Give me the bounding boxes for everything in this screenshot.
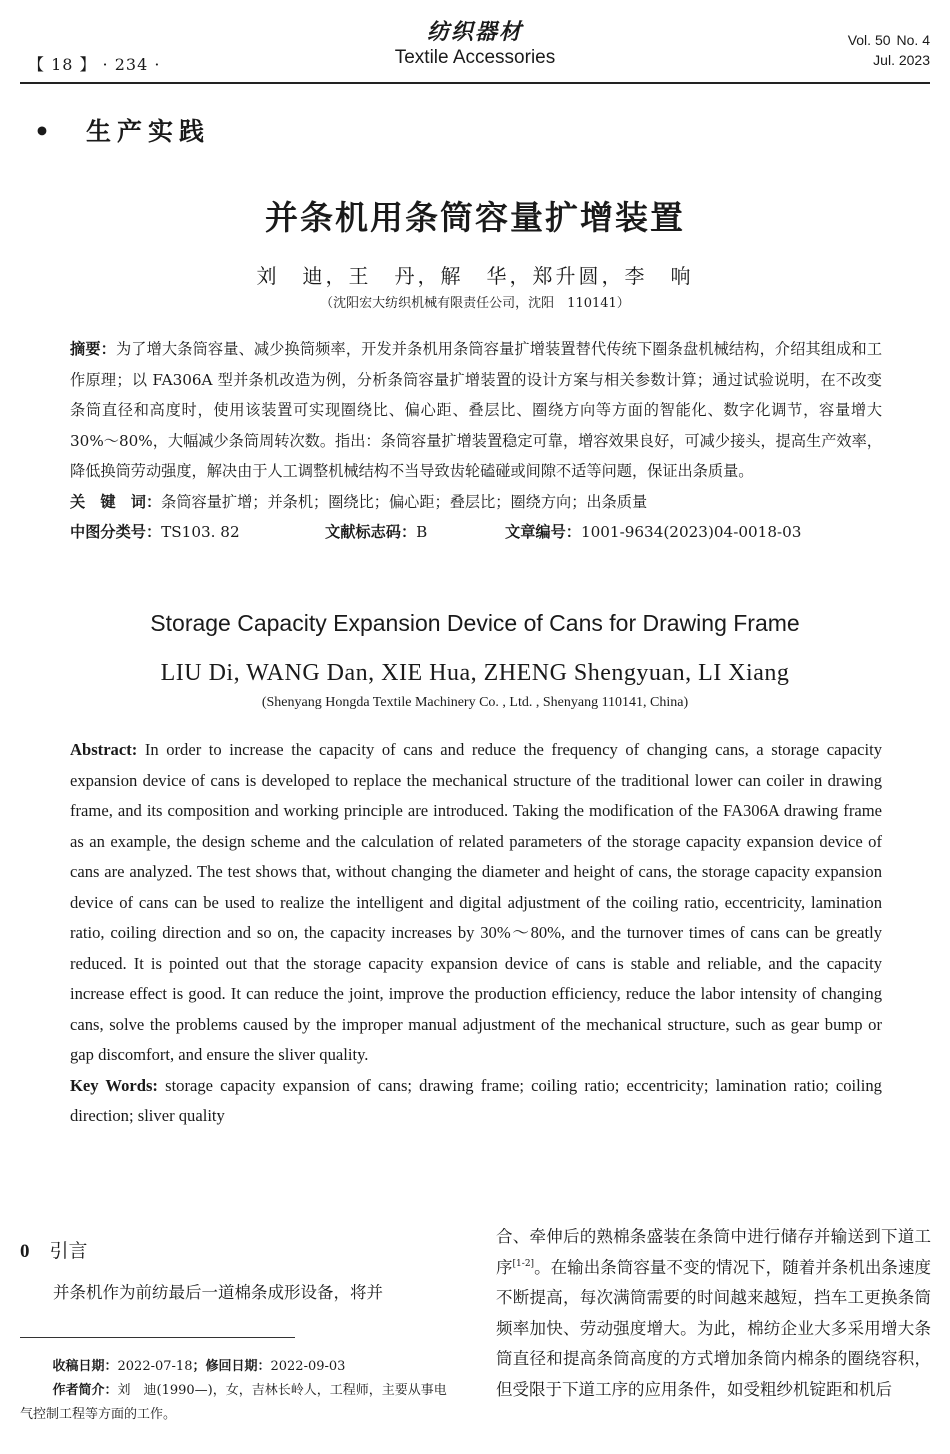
footnote-rule [20,1337,295,1338]
keywords-cn [70,487,882,518]
journal-name [330,18,620,70]
author-bio-footnote [20,1379,456,1427]
abstract-label-cn: 摘要： [70,340,116,358]
page-number-header [28,52,160,75]
keywords-text-cn: 条筒容量扩增；并条机；圈绕比；偏心距；叠层比；圈绕方向；出条质量 [161,492,648,511]
dates-footnote [20,1355,456,1379]
page-number: · 234 · [102,55,161,74]
page-bracket: 【 18 】 [28,55,89,74]
citation-ref: [1-2] [512,1258,535,1269]
revised-date: 2022-09-03 [270,1359,346,1374]
section-label-text: 生产实践 [85,117,210,146]
intro-text-a: 合、牵伸后的熟棉条盛装在条筒中进行储存并输送到下道工序 [496,1227,931,1277]
doc-code-value: B [416,523,428,541]
abstract-block-cn [70,334,882,548]
revised-label: ；修回日期： [192,1359,271,1374]
abstract-text-cn: 为了增大条筒容量、减少换筒频率，开发并条机用条筒容量扩增装置替代传统下圈条盘机械结构，介绍其组成和工作原理；以 FA306A 型并条机改造为例，分析条筒容量扩增装置的设计方案与相关参数计算；通过试验说明，在不改变条筒直径和高度时，使用该装置可实现圈绕比、偏心距、叠层比、圈绕方向等方面的智能化、数字化调节，容量增大 30%～80%，大幅减少条筒周转次数。指出：条筒容量扩增装置稳定可靠，增容效果良好，可减少接头，提高生产效率，降低换筒劳动强度，解决由于人工调整机械结构不当导致齿轮磕碰或间隙不适等问题，保证出条质量。 [70,340,883,480]
author-bio-text: 刘 迪(1990—)，女，吉林长岭人，工程师，主要从事电气控制工程等方面的工作。 [20,1383,447,1422]
footnotes [20,1355,456,1427]
section-label [34,112,210,148]
body-right-column [496,1222,931,1405]
volume: Vol. 50 [847,32,891,48]
article-id-label: 文章编号： [505,523,581,541]
doc-code-label: 文献标志码： [325,523,417,541]
article-title-cn: 并条机用条筒容量扩增装置 [265,198,685,237]
intro-heading-text: 引言 [49,1240,88,1262]
intro-number: 0 [20,1241,30,1262]
affiliation-en: (Shenyang Hongda Textile Machinery Co. , Ltd. , Shenyang 110141, China) [261,695,689,710]
intro-paragraph-start: 并条机作为前纺最后一道棉条成形设备，将并 [53,1283,383,1302]
classification-row [70,517,882,548]
issue-number: No. 4 [896,32,930,48]
clc-label: 中图分类号： [70,523,162,541]
authors-cn: 刘 迪，王 丹，解 华，郑升圆，李 响 [256,264,694,288]
keywords-label-en: Key Words: [70,1075,158,1095]
journal-name-cn: 纺织器材 [426,19,523,45]
issue-date: Jul. 2023 [873,52,930,68]
author-bio-label: 作者简介： [52,1383,118,1398]
clc-value: TS103. 82 [161,523,240,541]
article-title-en: Storage Capacity Expansion Device of Cans for Drawing Frame [150,610,800,636]
abstract-label-en: Abstract: [70,740,138,759]
keywords-text-en: storage capacity expansion of cans; drawing frame; coiling ratio; eccentricity; lamination ratio; coiling direction; sliver quality [70,1075,882,1125]
received-label: 收稿日期： [52,1359,118,1374]
affiliation-cn: （沈阳宏大纺织机械有限责任公司，沈阳 110141） [320,296,630,311]
authors-en: LIU Di, WANG Dan, XIE Hua, ZHENG Shengyuan, LI Xiang [160,660,790,686]
article-id-value: 1001-9634(2023)04-0018-03 [580,523,802,541]
intro-heading [20,1236,456,1263]
keywords-en [70,1071,882,1132]
abstract-cn [70,334,882,487]
bullet-icon: • [34,117,56,146]
abstract-en [70,735,882,1071]
intro-paragraph-continued [496,1222,931,1405]
intro-text-b: 。在输出条筒容量不变的情况下，随着并条机出条速度不断提高，每次满筒需要的时间越来越短，挡车工更换条筒频率加快、劳动强度增大。为此，棉纺企业大多采用增大条筒直径和提高条筒高度的方式增加条筒内棉条的圈绕容积，但受限于下道工序的应用条件，如受粗纱机锭距和机后 [496,1257,932,1399]
received-date: 2022-07-18 [117,1359,193,1374]
issue-info [842,30,930,70]
keywords-label-cn: 关 键 词： [70,492,162,511]
journal-name-en: Textile Accessories [394,47,556,68]
header-rule [20,82,930,84]
abstract-text-en: In order to increase the capacity of cans and reduce the frequency of changing cans, a storage capacity expansion device of cans is developed to replace the mechanical structure of the traditional lower can coiler in drawing frame, and its composition and working principle are introduced. Taking the modification of the FA306A drawing frame as an example, the design scheme and the calculation of related parameters of the storage capacity expansion device of cans are analyzed. The test shows that, without changing the diameter and height of cans, the storage capacity expansion device of cans can be used to realize the intelligent and digital adjustment of the coiling ratio, eccentricity, lamination ratio, coiling direction and so on, the capacity increases by 30%～80%, and the turnover times of cans can be greatly reduced. It is pointed out that the storage capacity expansion device of cans is stable and reliable, and the capacity increase effect is good. It can reduce the joint, improve the production efficiency, reduce the labor intensity of changing cans, solve the problems caused by the improper manual adjustment of the mechanical structure, such as gear bump or gap discomfort, and ensure the sliver quality. [70,740,882,1064]
abstract-block-en [70,735,882,1132]
body-left-column [20,1236,456,1309]
